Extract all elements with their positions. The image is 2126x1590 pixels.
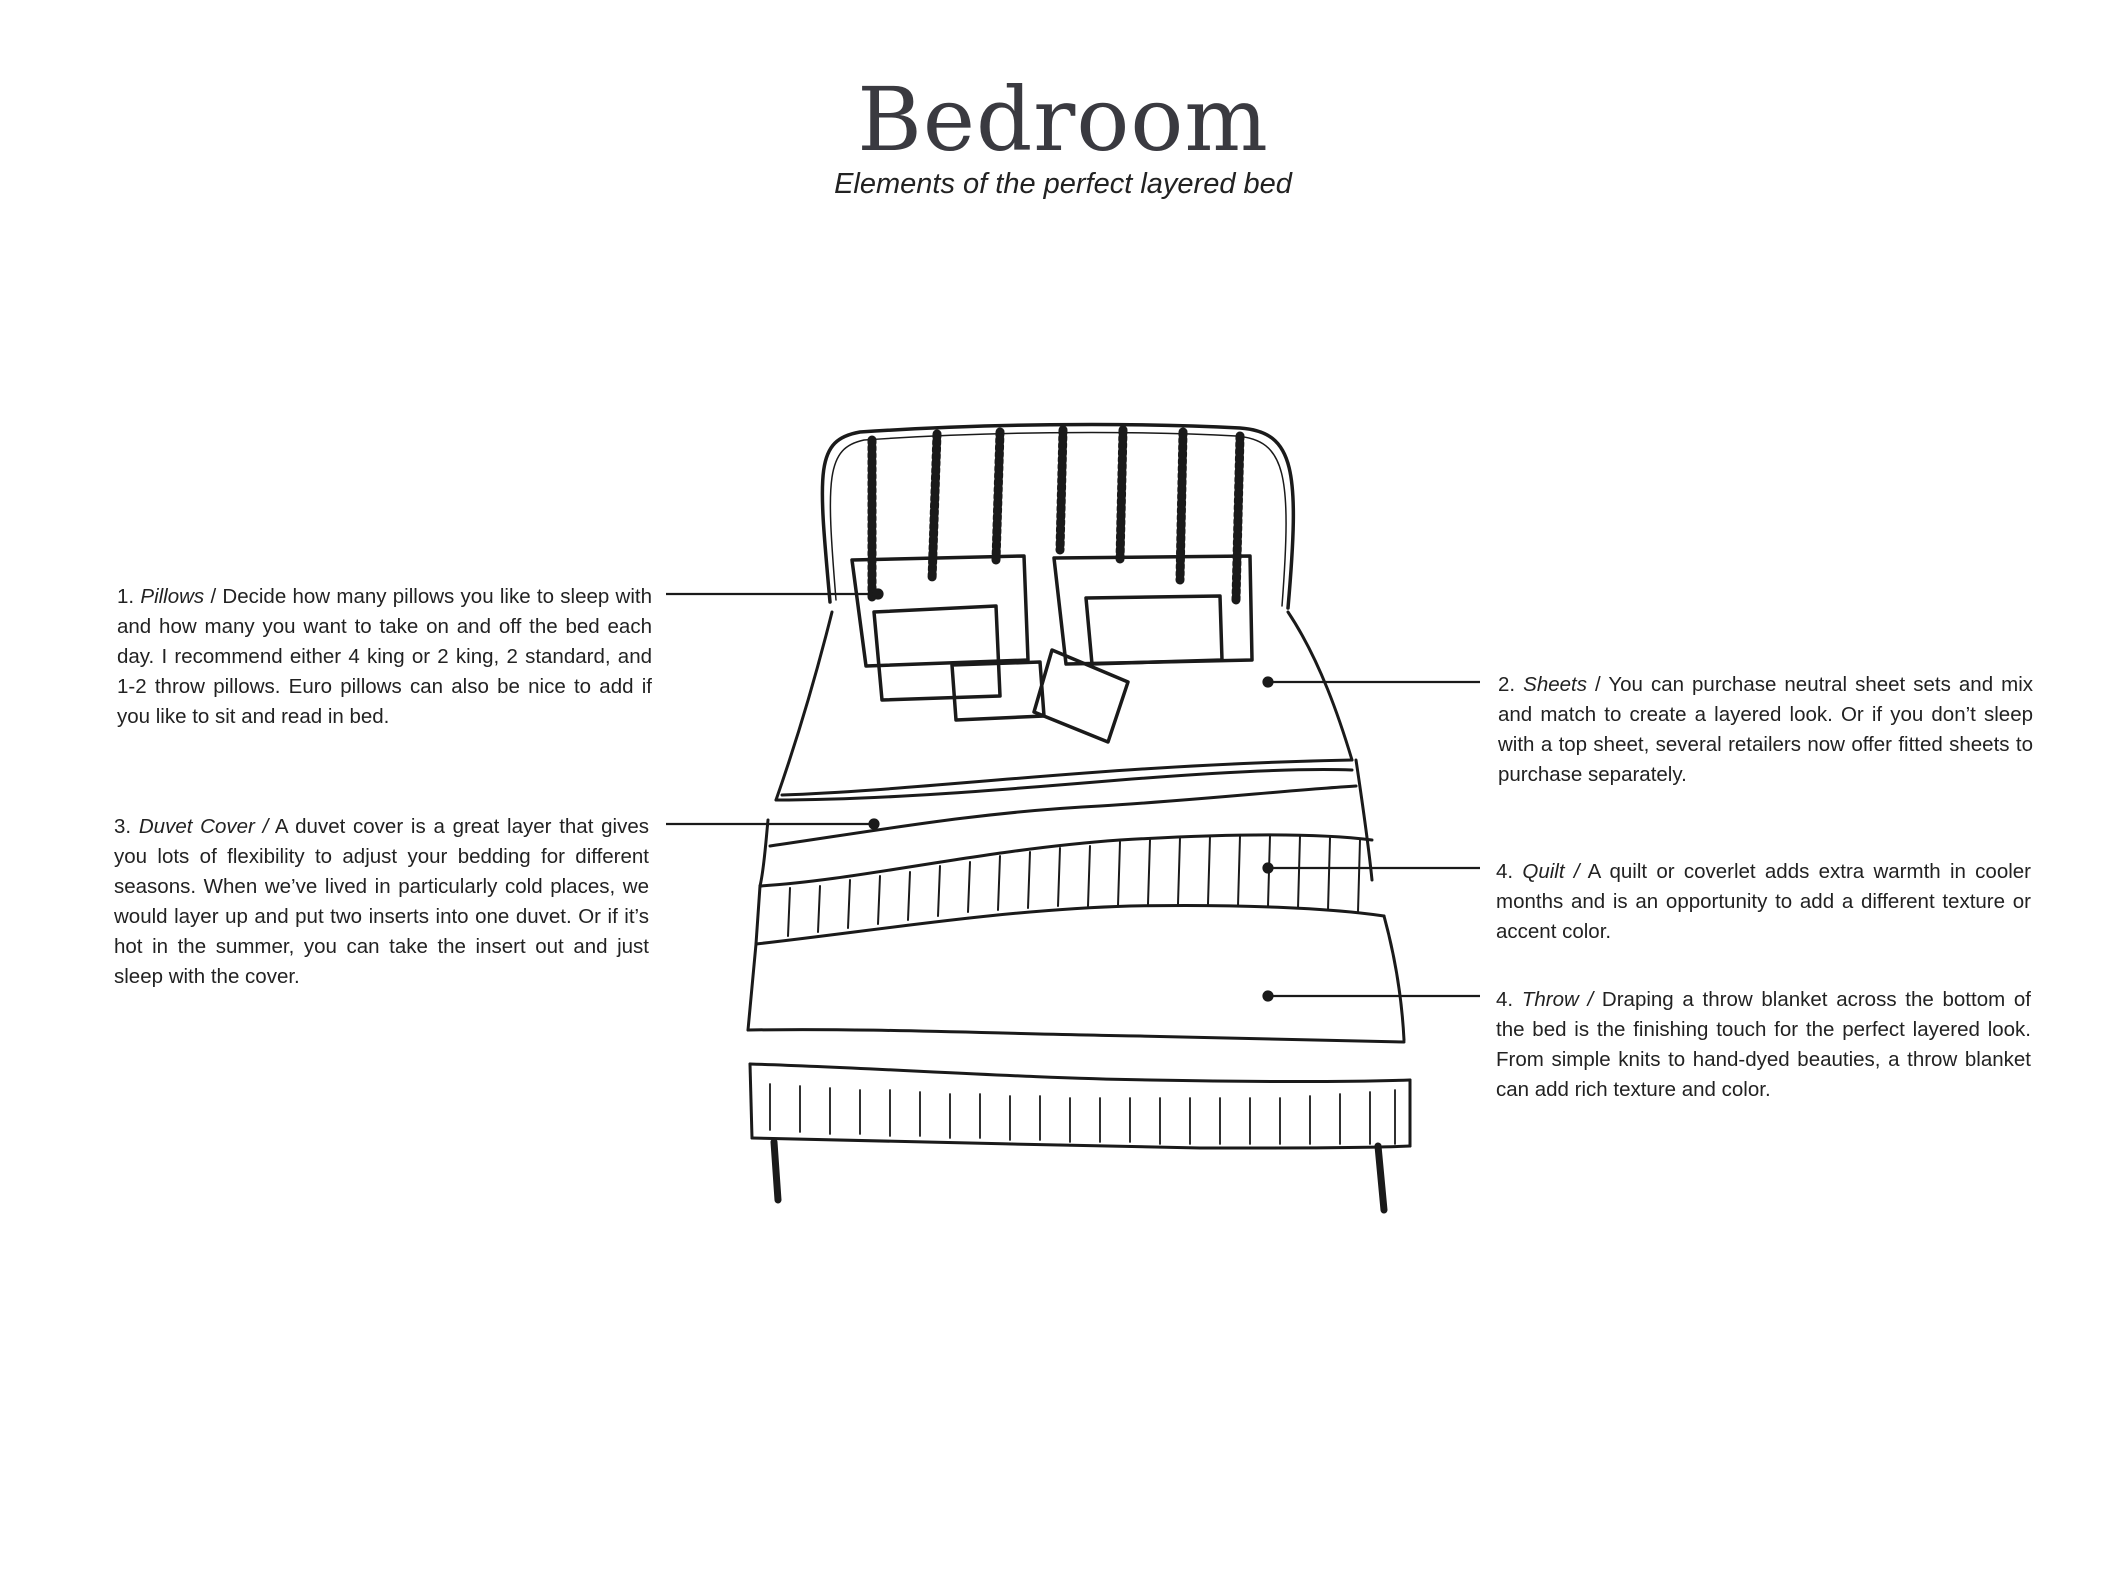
note-pillows-term: Pillows (140, 585, 205, 608)
note-sheets-term: Sheets (1523, 673, 1587, 696)
pillows (852, 556, 1252, 742)
note-sheets-number: 2. (1498, 673, 1516, 696)
note-duvet-text: A duvet cover is a great layer that gives you lots of flexibility to adjust your bedding for different seasons. When we’ve lived in particularly cold places, we would layer up and put two inserts into one duvet. Or if it’s hot in the summer, you can take the insert out and just sleep with the cover. (114, 815, 649, 988)
note-quilt (1496, 857, 2031, 947)
note-sheets (1498, 670, 2033, 790)
note-pillows-number: 1. (117, 585, 135, 608)
note-throw (1496, 985, 2031, 1105)
callout-pillows (666, 590, 883, 599)
page-subtitle: Elements of the perfect layered bed (834, 168, 1292, 200)
page-title: Bedroom (857, 68, 1269, 171)
note-quilt-number: 4. (1496, 860, 1514, 883)
quilt-stitching (788, 836, 1360, 936)
note-pillows-text: / Decide how many pillows you like to sleep with and how many you want to take on and off the bed each day. I recommend either 4 king or 2 king, 2 standard, and 1-2 throw pillows. Euro pillows can also be nice to add if you like to sit and read in bed. (117, 585, 653, 728)
callout-duvet (666, 820, 879, 829)
callout-throw (1264, 992, 1481, 1001)
note-duvet-cover (114, 812, 649, 992)
note-throw-term: Throw / (1521, 988, 1594, 1011)
note-sheets-text: / You can purchase neutral sheet sets and mix and match to create a layered look. Or if you don’t sleep with a top sheet, several retailers now offer fitted sheets to purchase separately. (1498, 673, 2033, 786)
throw-blanket (748, 916, 1410, 1082)
bed-frame (750, 1064, 1410, 1148)
bed-frame-fringe (770, 1084, 1395, 1144)
note-duvet-term: Duvet Cover / (138, 815, 269, 838)
bed-legs (774, 1142, 1384, 1210)
callout-sheets (1264, 678, 1481, 687)
note-throw-number: 4. (1496, 988, 1514, 1011)
note-pillows (117, 582, 652, 732)
note-duvet-number: 3. (114, 815, 132, 838)
note-throw-text: Draping a throw blanket across the bottom of the bed is the finishing touch for the perfect layered look. From simple knits to hand-dyed beauties, a throw blanket can add rich texture and color. (1496, 988, 2031, 1101)
note-quilt-text: A quilt or coverlet adds extra warmth in cooler months and is an opportunity to add a different texture or accent color. (1496, 860, 2032, 943)
note-quilt-term: Quilt / (1522, 860, 1580, 883)
